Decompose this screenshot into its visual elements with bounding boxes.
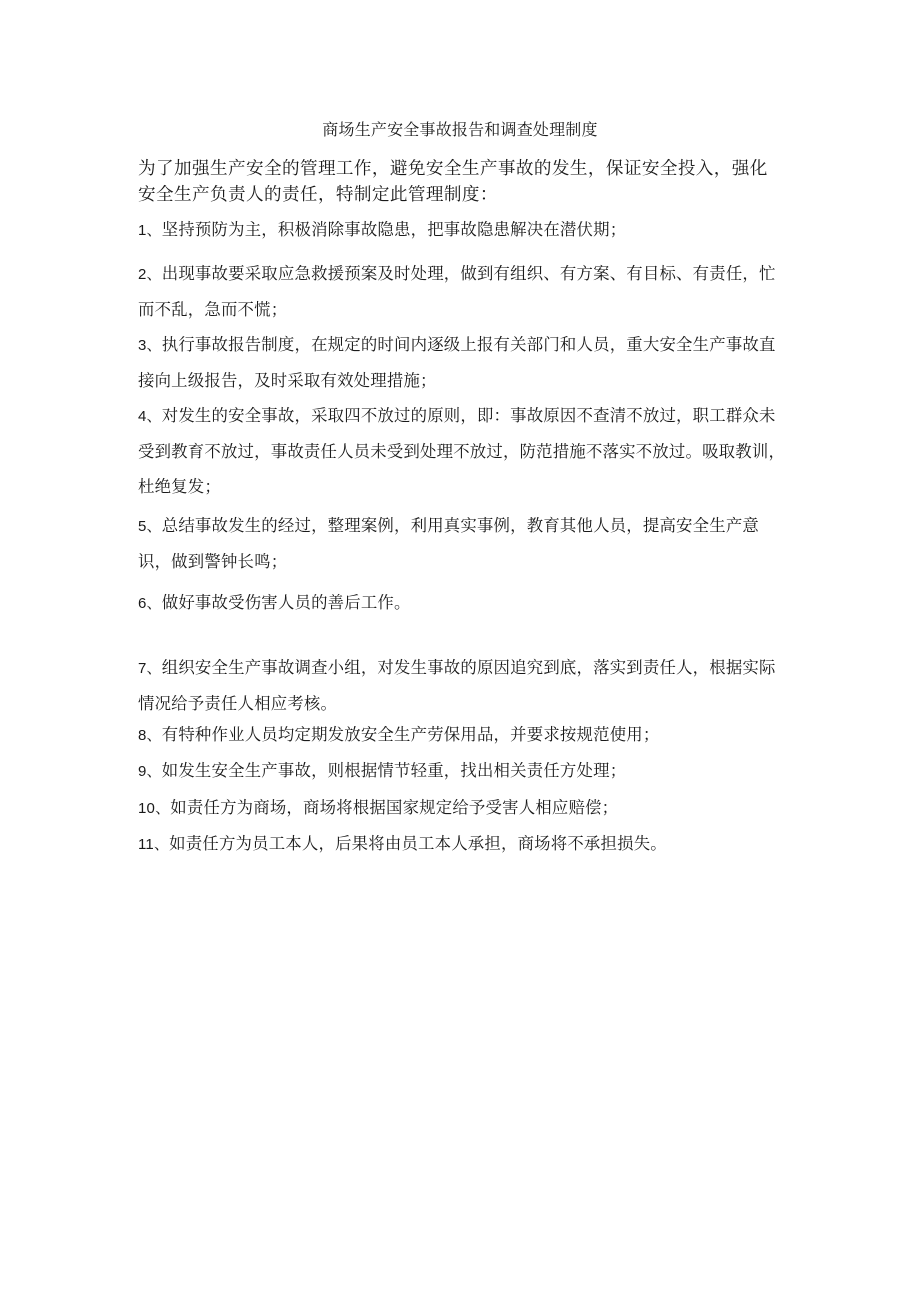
clause-item (138, 591, 788, 616)
document-title: 商场生产安全事故报告和调查处理制度 (322, 120, 598, 139)
clause-number: 3、 (138, 337, 162, 354)
clause-number: 5、 (138, 518, 162, 535)
clause-text: 如责任方为商场，商场将根据国家规定给予受害人相应赔偿； (170, 798, 619, 817)
intro-paragraph: 为了加强生产安全的管理工作，避免安全生产事故的发生，保证安全投入，强化安全生产负责人的责任，特制定此管理制度： (138, 159, 768, 205)
clause-number: 9、 (138, 763, 162, 780)
clause-item (138, 650, 788, 721)
clause-item (138, 832, 788, 857)
clause-text: 做好事故受伤害人员的善后工作。 (161, 593, 411, 612)
clause-item (138, 796, 788, 821)
clause-item (138, 759, 788, 784)
clause-text: 有特种作业人员均定期发放安全生产劳保用品，并要求按规范使用； (161, 725, 660, 744)
clause-number: 6、 (138, 595, 162, 612)
clause-text: 出现事故要采取应急救援预案及时处理，做到有组织、有方案、有目标、有责任，忙而不乱，急而不慌； (138, 264, 776, 319)
clause-number: 8、 (138, 727, 162, 744)
clause-item (138, 256, 788, 327)
clause-number: 7、 (138, 660, 162, 677)
clause-text: 如发生安全生产事故，则根据情节轻重，找出相关责任方处理； (161, 761, 627, 780)
clause-text: 对发生的安全事故，采取四不放过的原则，即：事故原因不查清不放过，职工群众未受到教育不放过，事故责任人员未受到处理不放过，防范措施不落实不放过。吸取教训，杜绝复发； (138, 406, 786, 496)
clause-item (138, 327, 788, 398)
clause-text: 组织安全生产事故调查小组，对发生事故的原因追究到底，落实到责任人，根据实际情况给予责任人相应考核。 (138, 658, 776, 713)
clause-text: 坚持预防为主，积极消除事故隐患，把事故隐患解决在潜伏期； (161, 220, 627, 239)
clause-number: 2、 (138, 266, 162, 283)
clause-item (138, 218, 788, 243)
clause-item (138, 723, 788, 748)
clause-item (138, 508, 788, 579)
clause-text: 执行事故报告制度，在规定的时间内逐级上报有关部门和人员，重大安全生产事故直接向上级报告，及时采取有效处理措施； (138, 335, 776, 390)
clause-item (138, 398, 788, 504)
clause-text: 如责任方为员工本人，后果将由员工本人承担，商场将不承担损失。 (169, 834, 667, 853)
clause-text: 总结事故发生的经过，整理案例，利用真实事例，教育其他人员，提高安全生产意识，做到警钟长鸣； (138, 516, 760, 571)
clause-number: 11、 (138, 836, 170, 853)
clause-number: 10、 (138, 800, 171, 817)
clause-number: 1、 (138, 222, 162, 239)
clause-number: 4、 (138, 408, 162, 425)
